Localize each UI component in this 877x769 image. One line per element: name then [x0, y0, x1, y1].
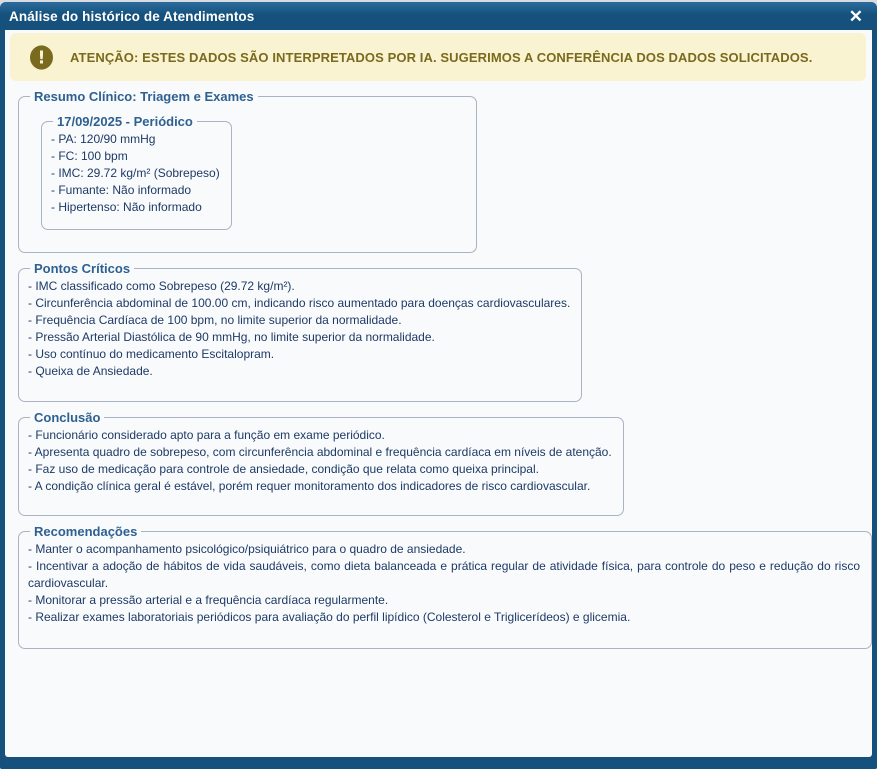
section-recomendacoes-legend: Recomendações	[34, 524, 138, 539]
list-item: - Monitorar a pressão arterial e a frequência cardíaca regularmente.	[28, 593, 389, 607]
list-item: - IMC classificado como Sobrepeso (29.72 kg/m²).	[28, 279, 295, 293]
section-resumo-clinico	[18, 89, 477, 253]
list-item: - Incentivar a adoção de hábitos de vida saudáveis, como dieta balanceada e prática regular de atividade física, para controle do peso e redução do risco cardiovascular.	[28, 559, 860, 590]
list-item: - Faz uso de medicação para controle de ansiedade, condição que relata como queixa principal.	[28, 462, 539, 476]
section-resumo-clinico-legend: Resumo Clínico: Triagem e Exames	[34, 89, 254, 104]
list-item: - Pressão Arterial Diastólica de 90 mmHg, no limite superior da normalidade.	[28, 330, 435, 344]
dialog-titlebar[interactable]	[0, 2, 877, 30]
list-item: - Queixa de Ansiedade.	[28, 364, 153, 378]
exclamation-icon: !	[30, 45, 53, 69]
ai-warning-text: ATENÇÃO: ESTES DADOS SÃO INTERPRETADOS POR IA. SUGERIMOS A CONFERÊNCIA DOS DADOS SOLICITADOS.	[70, 49, 813, 65]
list-item: - Uso contínuo do medicamento Escitalopram.	[28, 347, 275, 361]
list-item: - PA: 120/90 mmHg	[51, 132, 156, 146]
list-item: - FC: 100 bpm	[51, 149, 128, 163]
subsection-atendimento-legend: 17/09/2025 - Periódico	[57, 114, 193, 129]
dialog-title: Análise do histórico de Atendimentos	[9, 8, 255, 24]
list-item: - Hipertenso: Não informado	[51, 200, 202, 214]
list-item: - Funcionário considerado apto para a função em exame periódico.	[28, 428, 385, 442]
list-item: - Manter o acompanhamento psicológico/psiquiátrico para o quadro de ansiedade.	[28, 542, 466, 556]
close-icon[interactable]: ✕	[848, 6, 863, 26]
section-recomendacoes	[18, 524, 872, 649]
section-conclusao-legend: Conclusão	[34, 410, 101, 425]
list-item: - Apresenta quadro de sobrepeso, com circunferência abdominal e frequência cardíaca em níveis de atenção.	[28, 445, 612, 459]
list-item: - A condição clínica geral é estável, porém requer monitoramento dos indicadores de risco cardiovascular.	[28, 479, 591, 493]
list-item: - Realizar exames laboratoriais periódicos para avaliação do perfil lipídico (Colesterol e Triglicerídeos) e glicemia.	[28, 610, 631, 624]
list-item: - IMC: 29.72 kg/m² (Sobrepeso)	[51, 166, 220, 180]
dialog-content	[5, 30, 872, 757]
ai-warning-banner	[10, 33, 866, 81]
list-item: - Circunferência abdominal de 100.00 cm, indicando risco aumentado para doenças cardiovasculares.	[28, 296, 571, 310]
list-item: - Frequência Cardíaca de 100 bpm, no limite superior da normalidade.	[28, 313, 402, 327]
dialog-analise-historico	[0, 2, 877, 769]
section-pontos-criticos	[18, 261, 582, 402]
section-pontos-criticos-legend: Pontos Críticos	[34, 261, 131, 276]
section-conclusao	[18, 410, 624, 516]
subsection-atendimento-periodico	[41, 114, 232, 230]
list-item: - Fumante: Não informado	[51, 183, 192, 197]
